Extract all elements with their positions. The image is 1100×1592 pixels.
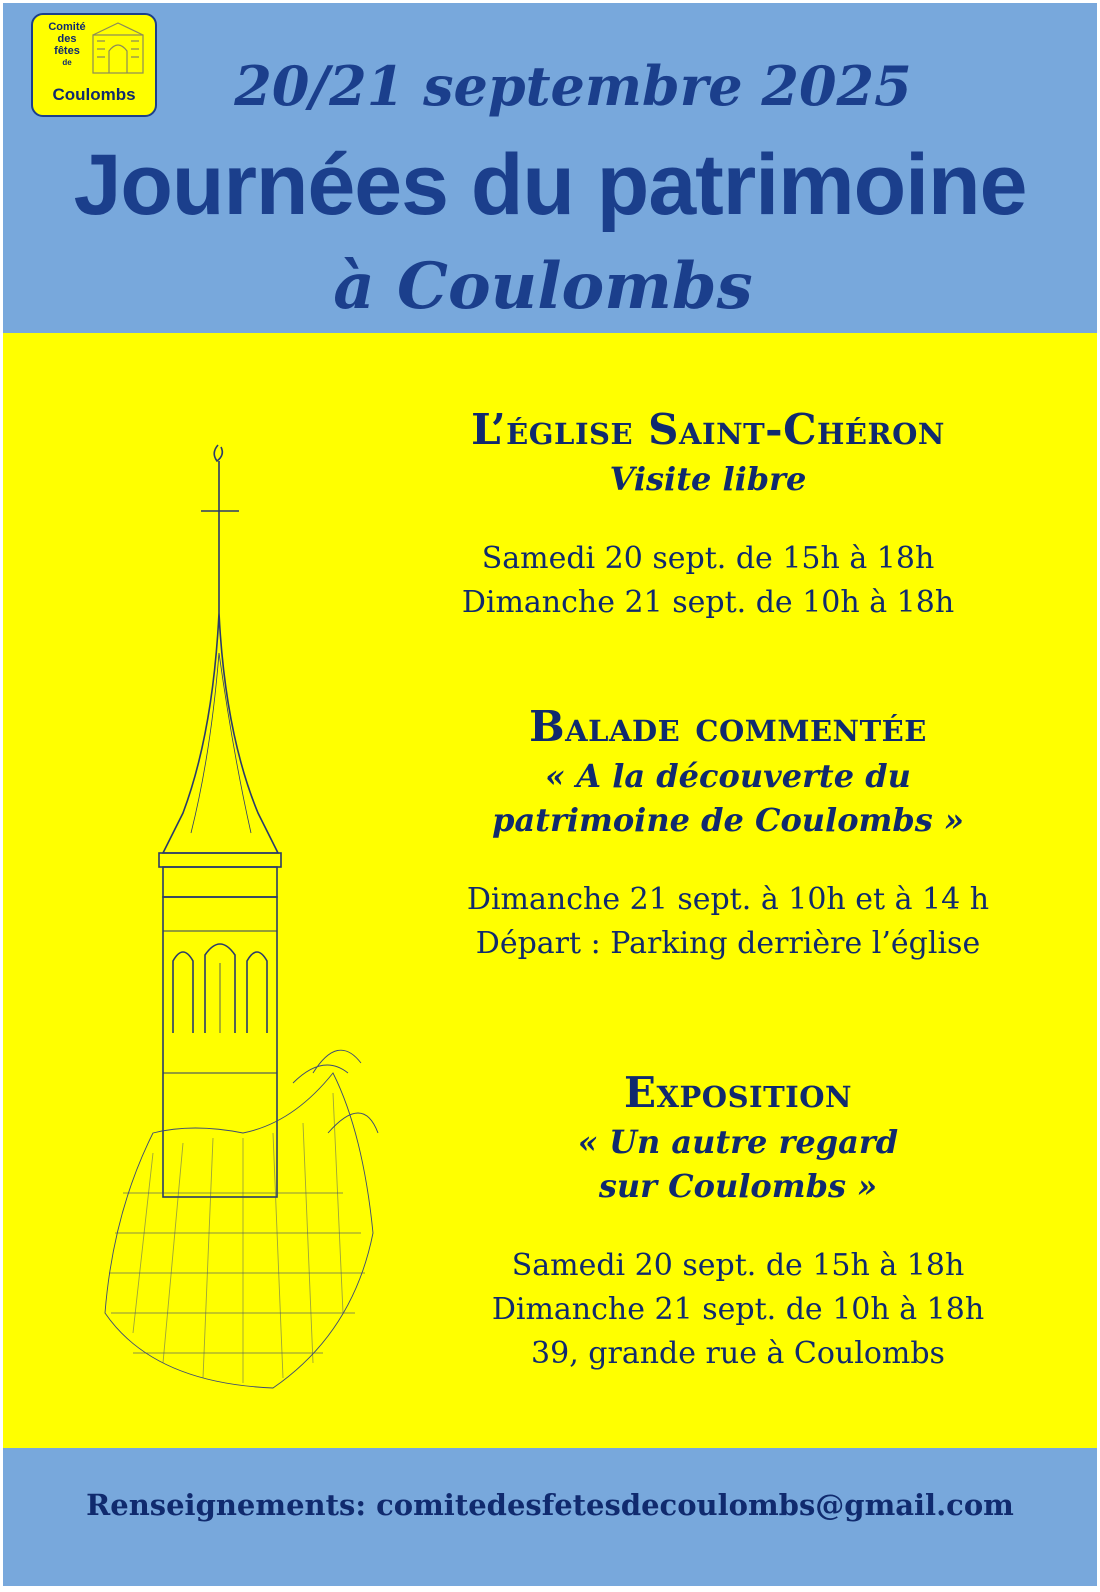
schedule-line: Samedi 20 sept. de 15h à 18h (511, 1248, 965, 1283)
poster (3, 3, 1097, 1586)
comite-logo (31, 13, 157, 117)
page-subtitle: à Coulombs (333, 249, 753, 324)
section-title: Exposition (623, 1068, 852, 1117)
logo-text-line: de (62, 58, 72, 67)
event-date: 20/21 septembre 2025 (234, 54, 912, 118)
logo-building-icon (87, 21, 149, 77)
schedule-line: Dimanche 21 sept. de 10h à 18h (461, 585, 955, 620)
schedule-line: Samedi 20 sept. de 15h à 18h (481, 541, 935, 576)
section-subtitle: « Un autre regard (577, 1123, 899, 1161)
schedule-line: Dimanche 21 sept. de 10h à 18h (491, 1292, 985, 1327)
section-subtitle: « A la découverte du (545, 757, 911, 795)
schedule-line: Dimanche 21 sept. à 10h et à 14 h (466, 882, 990, 917)
section-exposition (393, 1066, 1083, 1376)
section-balade (383, 700, 1073, 966)
section-eglise (363, 403, 1053, 625)
section-title: L’église Saint-Chéron (471, 405, 945, 454)
section-subtitle: patrimoine de Coulombs » (492, 801, 964, 839)
page-title: Journées du patrimoine (73, 137, 1027, 233)
schedule-line: Départ : Parking derrière l’église (475, 926, 981, 961)
logo-name: Coulombs (52, 85, 136, 104)
section-subtitle: Visite libre (609, 460, 807, 498)
section-subtitle: sur Coulombs » (598, 1167, 878, 1205)
contact-email: Renseignements: comitedesfetesdecoulombs@gmail.com (86, 1488, 1014, 1522)
logo-text-line: fêtes (54, 45, 80, 57)
logo-text-line: Comité (48, 21, 86, 33)
section-title: Balade commentée (529, 702, 927, 751)
address-line: 39, grande rue à Coulombs (531, 1336, 945, 1371)
logo-text-line: des (57, 33, 77, 45)
church-spire-illustration (93, 433, 393, 1393)
